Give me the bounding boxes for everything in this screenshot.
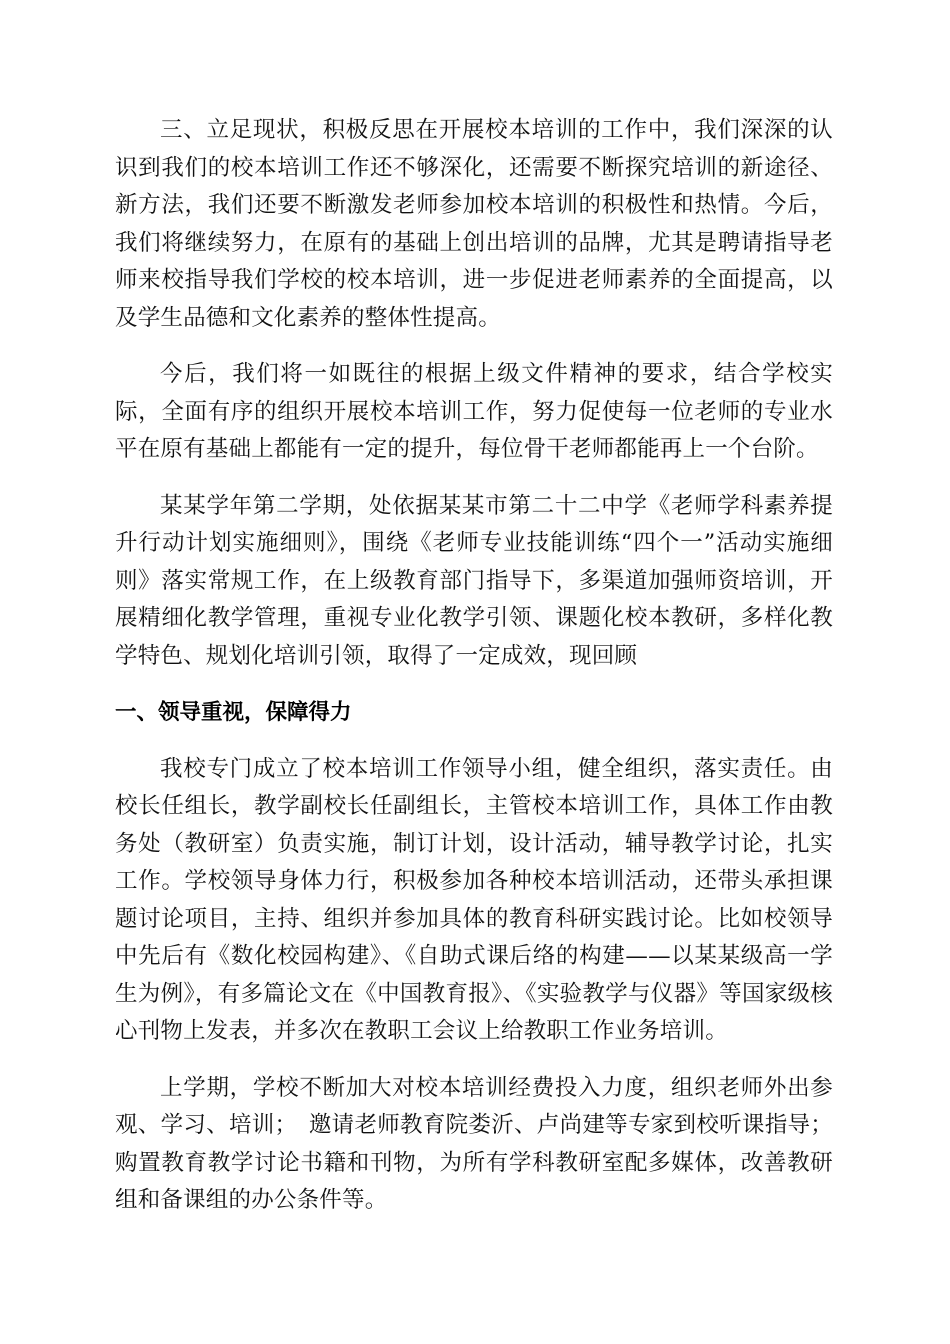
paragraph-semester-review: 某某学年第二学期，处依据某某市第二十二中学《老师学科素养提升行动计划实施细则》，围绕《老师专业技能训练“四个一”活动实施细则》落实常规工作，在上级教育部门指导下，多渠道加强师资培训，开展精细化教学管理，重视专业化教学引领、课题化校本教研，多样化教学特色、规划化培训引领，取得了一定成效，现回顾 bbox=[115, 492, 833, 669]
paragraph-leadership-group: 我校专门成立了校本培训工作领导小组，健全组织，落实责任。由校长任组长，教学副校长任副组长，主管校本培训工作，具体工作由教务处（教研室）负责实施，制订计划，设计活动，辅导教学讨论，扎实工作。学校领导身体力行，积极参加各种校本培训活动，还带头承担课题讨论项目，主持、组织并参加具体的教育科研实践讨论。比如校领导中先后有《数化校园构建》、《自助式课后络的构建——以某某级高一学生为例》，有多篇论文在《中国教育报》、《实验教学与仪器》等国家级核心刊物上发表，并多次在教职工会议上给教职工作业务培训。 bbox=[115, 755, 833, 1044]
document-page bbox=[115, 112, 833, 1239]
section-heading-leadership: 一、领导重视，保障得力 bbox=[115, 700, 352, 725]
paragraph-funding: 上学期，学校不断加大对校本培训经费投入力度，组织老师外出参观、学习、培训； 邀请老师教育院娄沂、卢尚建等专家到校听课指导；购置教育教学讨论书籍和刊物，为所有学科教研室配多媒体，改善教研组和备课组的办公条件等。 bbox=[115, 1074, 833, 1213]
paragraph-future-plan: 今后，我们将一如既往的根据上级文件精神的要求，结合学校实际，全面有序的组织开展校本培训工作，努力促使每一位老师的专业水平在原有基础上都能有一定的提升，每位骨干老师都能再上一个台阶。 bbox=[115, 361, 833, 462]
paragraph-reflection: 三、立足现状，积极反思在开展校本培训的工作中，我们深深的认识到我们的校本培训工作还不够深化，还需要不断探究培训的新途径、新方法，我们还要不断激发老师参加校本培训的积极性和热情。今后，我们将继续努力，在原有的基础上创出培训的品牌，尤其是聘请指导老师来校指导我们学校的校本培训，进一步促进老师素养的全面提高，以及学生品德和文化素养的整体性提高。 bbox=[115, 117, 833, 331]
